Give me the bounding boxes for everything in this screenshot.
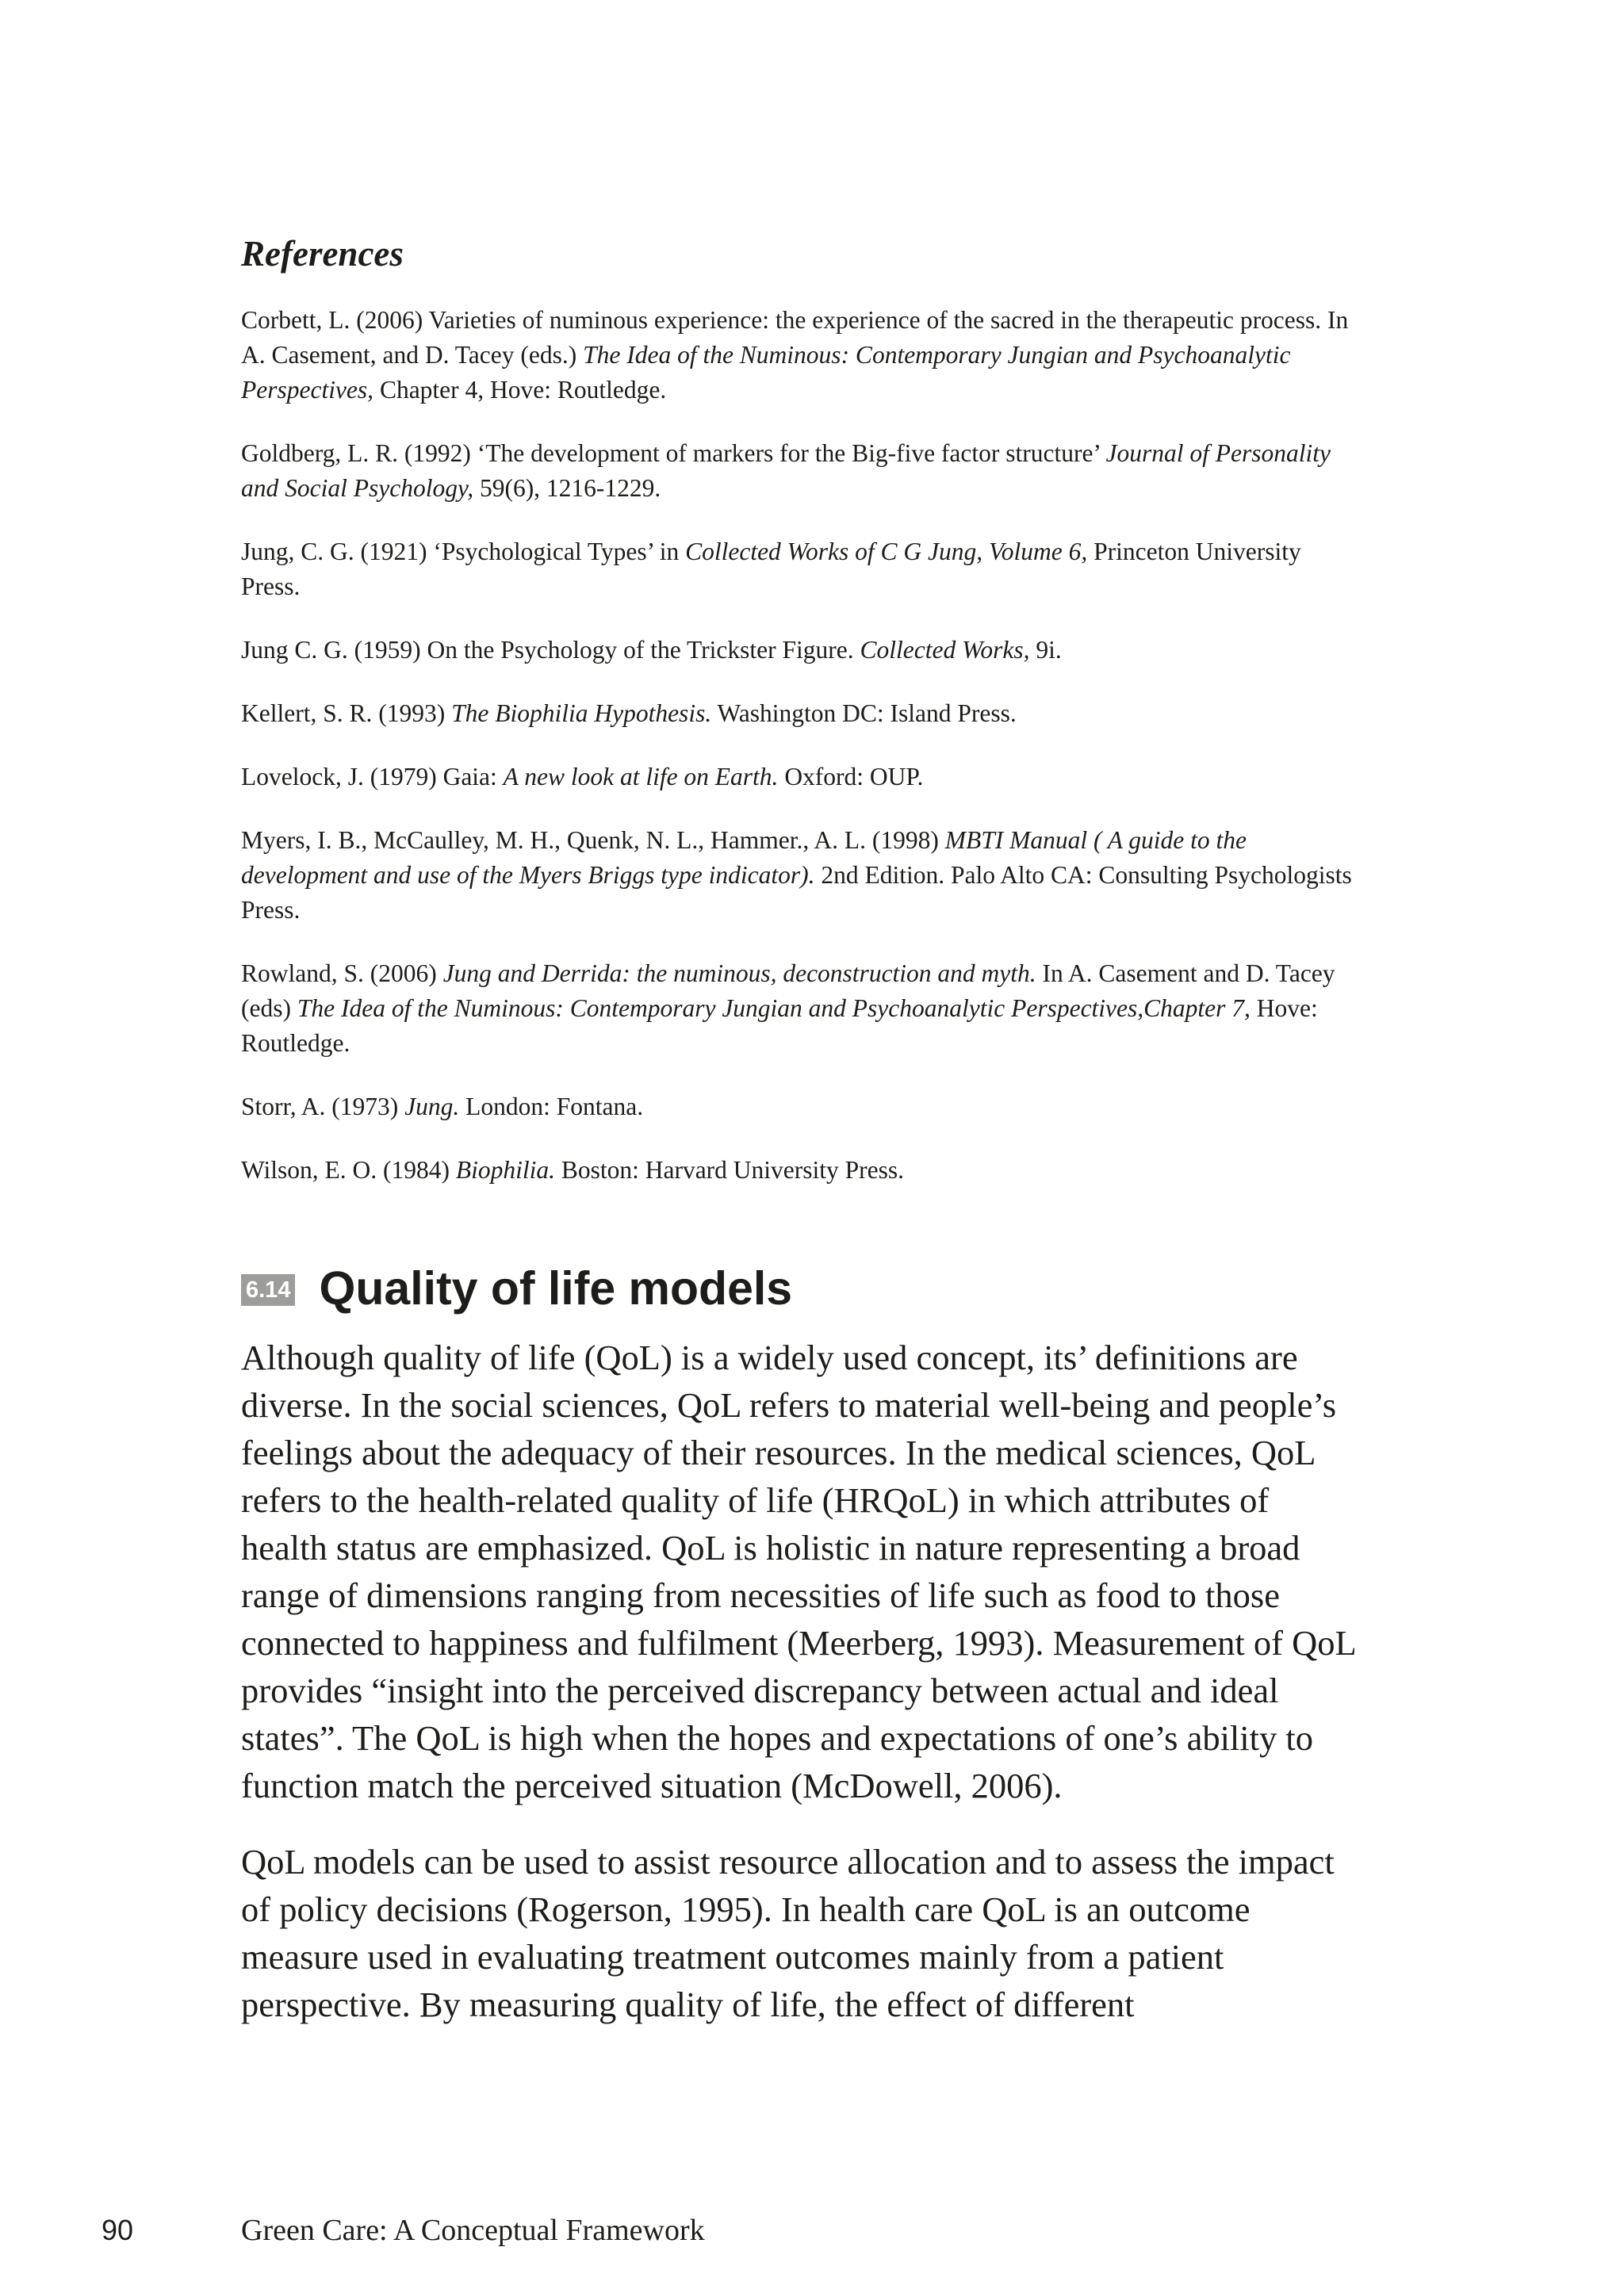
body-paragraph: Although quality of life (QoL) is a widely used concept, its’ definitions are diverse. In the social sciences, QoL refers to material well-being and people’s feelings about the adequacy of their resources. In the medical sciences, QoL refers to the health-related quality of life (HRQoL) in which attributes of health status are emphasized. QoL is holistic in nature representing a broad range of dimensions ranging from necessities of life such as food to those connected to happiness and fulfilment (Meerberg, 1993). Measurement of QoL provides “insight into the perceived discrepancy between actual and ideal states”. The QoL is high when the hopes and expectations of one’s ability to function match the perceived situation (McDowell, 2006). — [241, 1338, 1356, 1805]
reference-item: Kellert, S. R. (1993) The Biophilia Hypothesis. Washington DC: Island Press. — [241, 699, 1017, 727]
page-footer — [0, 2212, 1624, 2252]
section-number-badge: 6.14 — [241, 1274, 295, 1306]
reference-item: Storr, A. (1973) Jung. London: Fontana. — [241, 1093, 644, 1120]
reference-item: Jung, C. G. (1921) ‘Psychological Types’ in Collected Works of C G Jung, Volume 6, Princeton University Press. — [241, 538, 1301, 600]
page-number: 90 — [102, 2214, 134, 2246]
footer-title: Green Care: A Conceptual Framework — [241, 2214, 705, 2247]
reference-item: Goldberg, L. R. (1992) ‘The development of markers for the Big-five factor structure’ Journal of Personality and Social Psychology, 59(6), 1216-1229. — [241, 439, 1331, 502]
reference-item: Wilson, E. O. (1984) Biophilia. Boston: Harvard University Press. — [241, 1156, 905, 1184]
page-content — [241, 232, 1359, 2057]
section-title: Quality of life models — [319, 1262, 793, 1315]
reference-item: Jung C. G. (1959) On the Psychology of the Trickster Figure. Collected Works, 9i. — [241, 636, 1062, 664]
references-heading: References — [241, 234, 404, 274]
section-heading — [241, 1261, 1359, 1316]
reference-item: Myers, I. B., McCaulley, M. H., Quenk, N. L., Hammer., A. L. (1998) MBTI Manual ( A guide to the development and use of the Myers Briggs type indicator). 2nd Edition. Palo Alto CA: Consulting Psychologists Press. — [241, 826, 1352, 924]
reference-item: Lovelock, J. (1979) Gaia: A new look at life on Earth. Oxford: OUP. — [241, 763, 924, 790]
reference-item: Rowland, S. (2006) Jung and Derrida: the numinous, deconstruction and myth. In A. Casement and D. Tacey (eds) The Idea of the Numinous: Contemporary Jungian and Psychoanalytic Perspectives,Chapter 7, Hove: Routledge. — [241, 959, 1335, 1057]
body-paragraph: QoL models can be used to assist resource allocation and to assess the impact of policy decisions (Rogerson, 1995). In health care QoL is an outcome measure used in evaluating treatment outcomes mainly from a patient perspective. By measuring quality of life, the effect of different — [241, 1842, 1335, 2024]
reference-item: Corbett, L. (2006) Varieties of numinous experience: the experience of the sacred in the therapeutic process. In A. Casement, and D. Tacey (eds.) The Idea of the Numinous: Contemporary Jungian and Psychoanalytic Perspectives, Chapter 4, Hove: Routledge. — [241, 306, 1349, 404]
